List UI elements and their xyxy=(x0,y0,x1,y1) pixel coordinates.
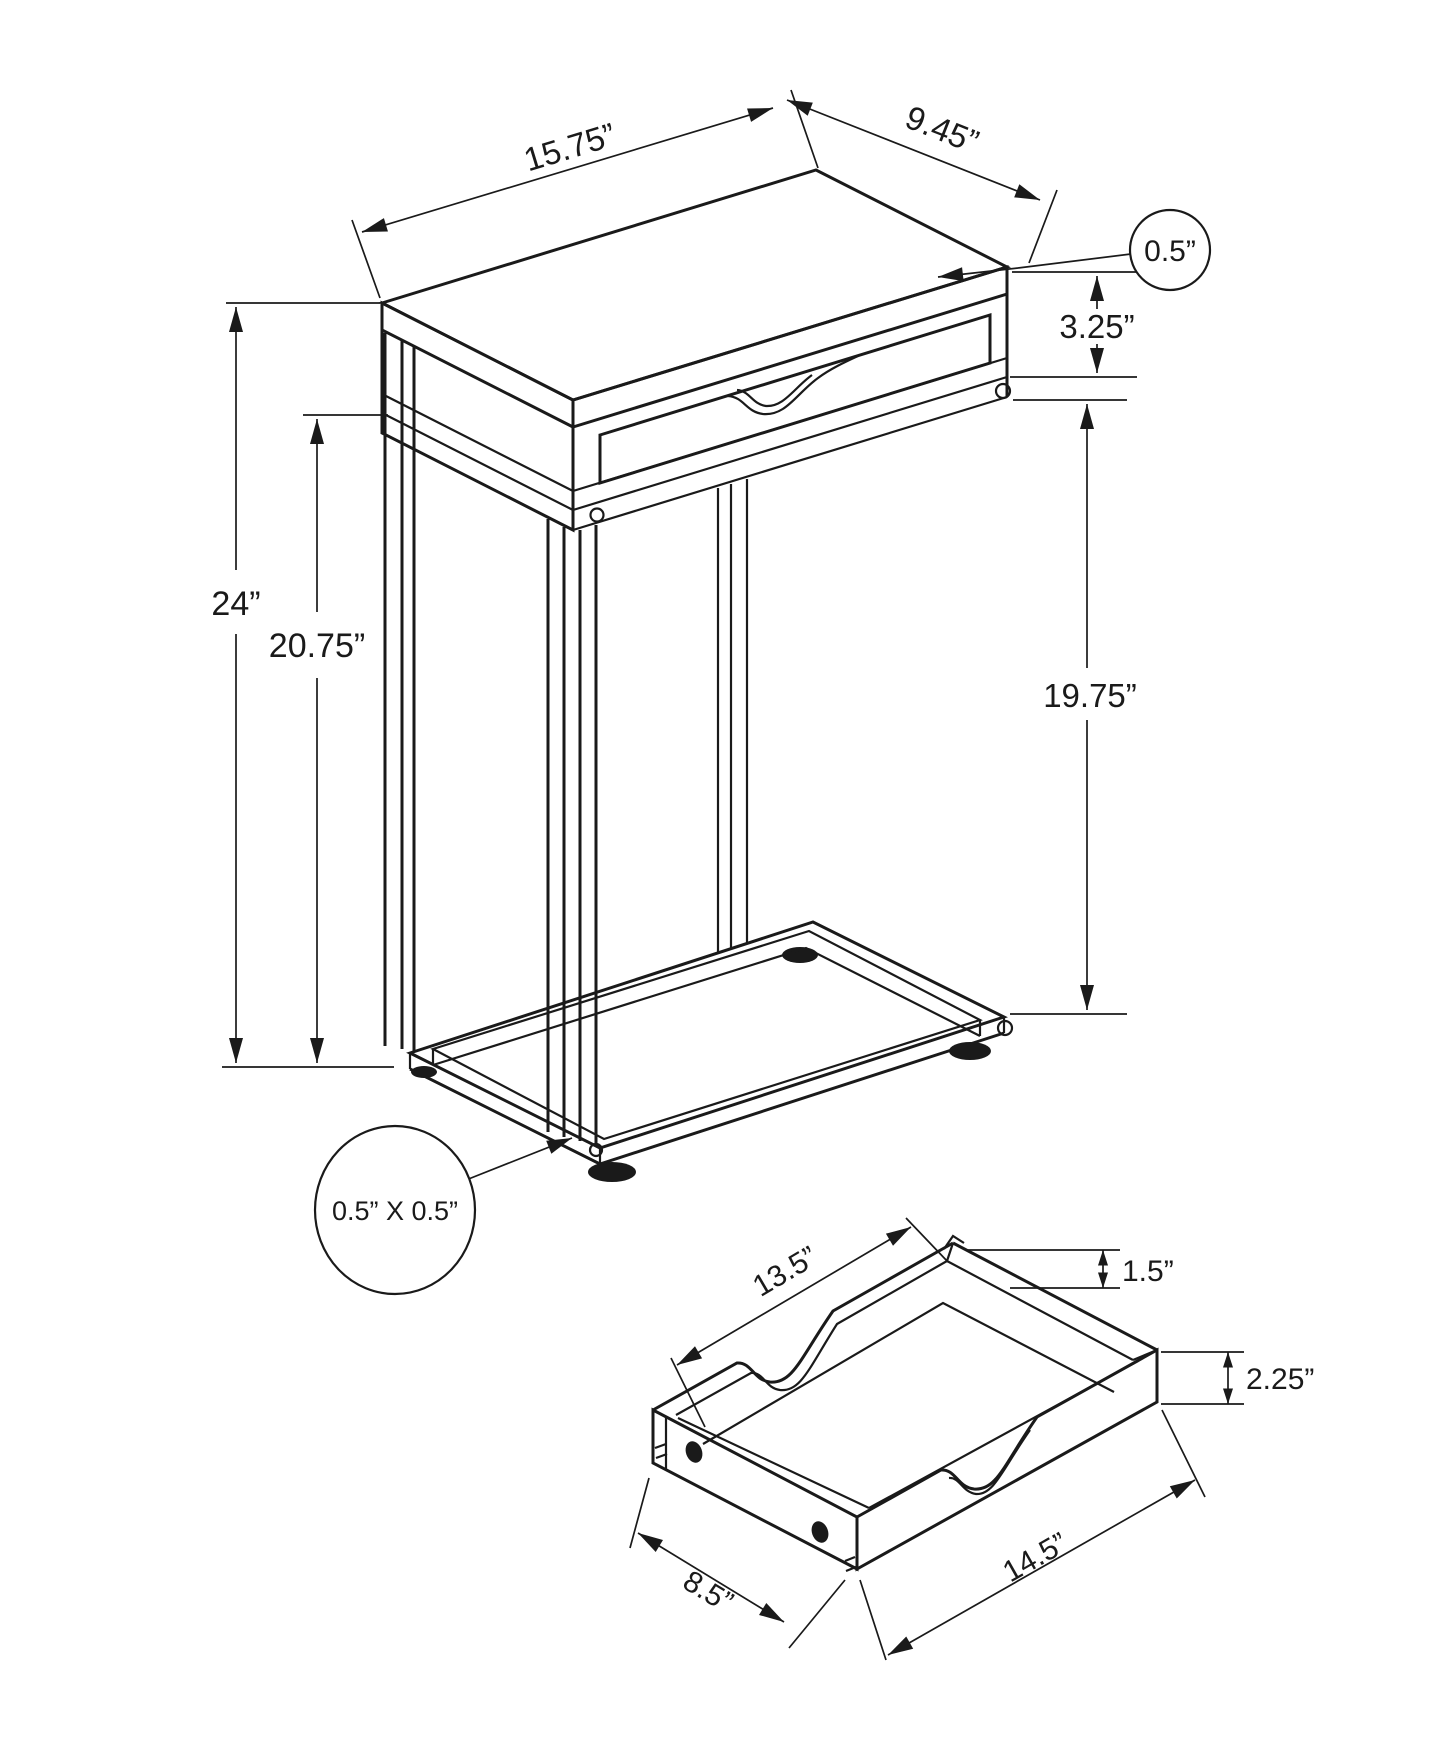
dim-label-top-depth: 9.45” xyxy=(900,98,985,161)
dim-top-depth xyxy=(787,98,1057,263)
drawer-box xyxy=(653,1236,1157,1571)
dim-label-drawer-outer-length: 14.5” xyxy=(997,1526,1074,1589)
dim-label-box-height: 3.25” xyxy=(1059,308,1135,345)
dim-top-length xyxy=(352,90,818,298)
dim-box-height xyxy=(1010,272,1137,377)
dim-label-tube-size: 0.5” X 0.5” xyxy=(331,1196,459,1226)
dim-leg-height xyxy=(269,415,388,1063)
callout-tube-size xyxy=(315,1126,572,1294)
dim-label-top-thickness: 0.5” xyxy=(1144,235,1196,268)
screw-band-front xyxy=(591,509,604,522)
dim-label-drawer-rail-height: 1.5” xyxy=(1122,1255,1174,1288)
dim-label-leg-height: 20.75” xyxy=(268,627,366,665)
leg-front xyxy=(548,519,596,1145)
drawer-handle xyxy=(728,356,858,414)
dim-drawer-front-height xyxy=(1161,1352,1314,1404)
dim-drawer-rail-height xyxy=(965,1250,1174,1288)
drawer-screw-2 xyxy=(809,1519,832,1545)
leg-back-inner xyxy=(718,479,747,953)
callout-top-thickness xyxy=(938,210,1210,290)
drawer-screw-1 xyxy=(683,1439,706,1465)
dim-clearance-height xyxy=(1010,400,1137,1014)
foot-front xyxy=(588,1162,636,1182)
dim-label-drawer-front-height: 2.25” xyxy=(1246,1363,1315,1396)
dim-label-drawer-inner-length: 13.5” xyxy=(747,1240,824,1304)
dim-label-top-length: 15.75” xyxy=(519,115,620,179)
metal-base-frame xyxy=(410,922,1012,1164)
dim-overall-height xyxy=(211,303,394,1067)
drawer-detail-view xyxy=(630,1218,1314,1660)
dim-drawer-depth xyxy=(630,1478,845,1648)
dim-label-drawer-depth: 8.5” xyxy=(677,1564,739,1620)
main-table-view xyxy=(211,90,1210,1294)
dim-label-overall-height: 24” xyxy=(211,585,261,623)
dim-label-clearance-height: 19.75” xyxy=(1043,677,1137,714)
table-top-box xyxy=(382,170,1010,530)
dim-drawer-outer-length xyxy=(860,1410,1205,1660)
tabletop-surface xyxy=(382,170,1007,400)
